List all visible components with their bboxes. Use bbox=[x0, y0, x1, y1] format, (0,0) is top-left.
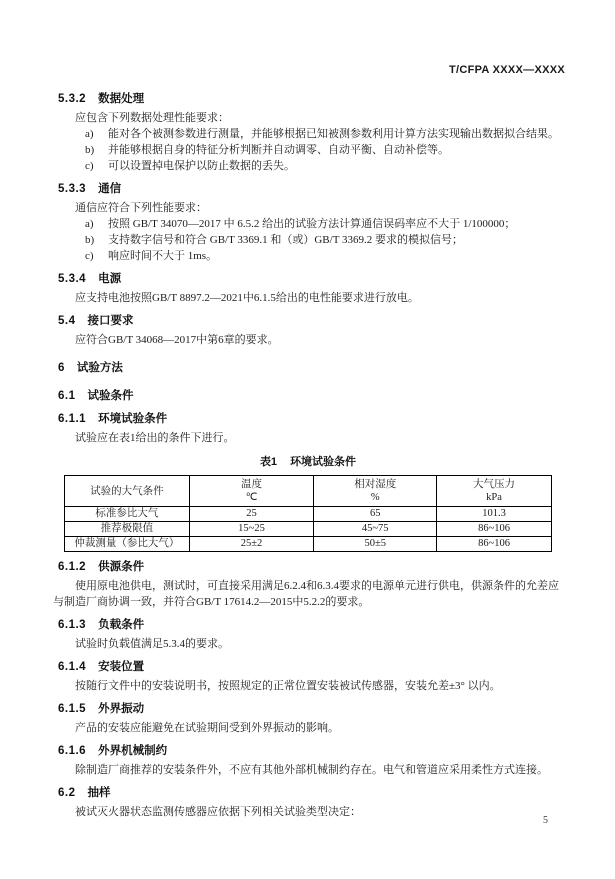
heading-title: 接口要求 bbox=[87, 315, 134, 327]
heading-title: 供源条件 bbox=[98, 561, 145, 573]
col-header-unit: kPa bbox=[486, 492, 502, 503]
list-item-text: 并能够根据自身的特征分析判断并自动调零、自动平衡、自动补偿等。 bbox=[108, 144, 449, 156]
list-item-text: 能对各个被测参数进行测量，并能够根据已知被测参数利用计算方法实现输出数据拟合结果。 bbox=[108, 128, 559, 140]
heading-6-1-6 bbox=[58, 743, 563, 759]
col-header-name: 试验的大气条件 bbox=[90, 485, 164, 497]
list-5-3-2 bbox=[85, 126, 563, 174]
list-item-text: 按照 GB/T 34070—2017 中 6.5.2 给出的试验方法计算通信误码率应不大于 1/100000； bbox=[108, 218, 516, 230]
paragraph-6-1-2: 使用原电池供电，测试时，可直接采用满足6.2.4和6.3.4要求的电源单元进行供电，供源条件的允差应与制造厂商协调一致，并符合GB/T 17614.2—2015中5.2.2的要求。 bbox=[53, 580, 559, 608]
table-row bbox=[65, 507, 552, 522]
list-item bbox=[85, 142, 563, 158]
col-header-unit: ℃ bbox=[245, 492, 258, 503]
paragraph-6-1-4: 按随行文件中的安装说明书，按照规定的正常位置安装被试传感器，安装允差±3° 以内。 bbox=[75, 680, 501, 692]
heading-number: 6.1.2 bbox=[58, 561, 87, 573]
cell-condition: 推荐极限值 bbox=[65, 522, 190, 537]
heading-6-1-2 bbox=[58, 559, 563, 575]
list-item bbox=[85, 126, 563, 142]
heading-5-3-2 bbox=[58, 91, 563, 107]
heading-title: 负载条件 bbox=[98, 619, 145, 631]
heading-number: 6.1.1 bbox=[58, 413, 87, 425]
col-header-name: 相对湿度 bbox=[354, 479, 397, 490]
heading-6-1-4 bbox=[58, 659, 563, 675]
table-row bbox=[65, 522, 552, 537]
table-title: 环境试验条件 bbox=[290, 456, 357, 468]
heading-6-2 bbox=[58, 785, 563, 801]
heading-number: 5.3.3 bbox=[58, 183, 87, 195]
list-item-label: a) bbox=[85, 128, 94, 140]
heading-5-3-4 bbox=[58, 271, 563, 287]
heading-title: 外界机械制约 bbox=[98, 745, 168, 757]
cell-pressure: 86~106 bbox=[437, 537, 552, 552]
heading-6-1-1 bbox=[58, 411, 563, 427]
col-header-pressure bbox=[437, 476, 552, 507]
list-item-label: a) bbox=[85, 218, 94, 230]
cell-pressure: 101.3 bbox=[437, 507, 552, 522]
col-header-humidity bbox=[314, 476, 437, 507]
table-env-test-conditions bbox=[64, 475, 552, 552]
list-item-label: b) bbox=[85, 144, 95, 156]
heading-6-1 bbox=[58, 388, 563, 404]
heading-number: 5.3.2 bbox=[58, 93, 87, 105]
list-item bbox=[85, 232, 563, 248]
doc-code: T/CFPA XXXX—XXXX bbox=[448, 64, 565, 76]
col-header-name: 大气压力 bbox=[473, 479, 516, 490]
cell-pressure: 86~106 bbox=[437, 522, 552, 537]
list-item bbox=[85, 158, 563, 174]
table-row bbox=[65, 537, 552, 552]
list-item-label: c) bbox=[85, 160, 94, 172]
heading-6-1-5 bbox=[58, 701, 563, 717]
col-header-name: 温度 bbox=[241, 479, 262, 490]
heading-title: 试验条件 bbox=[87, 390, 134, 402]
paragraph-5-3-3-intro: 通信应符合下列性能要求： bbox=[75, 202, 207, 214]
cell-humidity: 65 bbox=[314, 507, 437, 522]
col-header-temperature bbox=[189, 476, 314, 507]
heading-number: 6.2 bbox=[58, 787, 76, 799]
list-item-text: 响应时间不大于 1ms。 bbox=[108, 250, 218, 262]
heading-title: 环境试验条件 bbox=[98, 413, 168, 425]
heading-number: 5.4 bbox=[58, 315, 76, 327]
list-item-text: 可以设置掉电保护以防止数据的丢失。 bbox=[108, 160, 295, 172]
list-item bbox=[85, 216, 563, 232]
heading-5-4 bbox=[58, 313, 563, 329]
table-caption bbox=[53, 455, 563, 470]
list-item-label: b) bbox=[85, 234, 95, 246]
page-number: 5 bbox=[543, 815, 548, 826]
paragraph-6-1-1: 试验应在表1给出的条件下进行。 bbox=[75, 432, 235, 444]
heading-number: 6.1.6 bbox=[58, 745, 87, 757]
cell-condition: 标准参比大气 bbox=[65, 507, 190, 522]
heading-title: 安装位置 bbox=[98, 661, 145, 673]
heading-number: 6.1.3 bbox=[58, 619, 87, 631]
table-header-row bbox=[65, 476, 552, 507]
cell-temperature: 25±2 bbox=[189, 537, 314, 552]
paragraph-5-4: 应符合GB/T 34068—2017中第6章的要求。 bbox=[75, 334, 279, 346]
paragraph-5-3-2-intro: 应包含下列数据处理性能要求： bbox=[75, 112, 229, 124]
paragraph-6-2: 被试灭火器状态监测传感器应依据下列相关试验类型决定： bbox=[75, 806, 361, 818]
list-5-3-3 bbox=[85, 216, 563, 264]
paragraph-6-1-3: 试验时负载值满足5.3.4的要求。 bbox=[75, 638, 229, 650]
heading-title: 通信 bbox=[98, 183, 122, 195]
cell-temperature: 15~25 bbox=[189, 522, 314, 537]
list-item-text: 支持数字信号和符合 GB/T 3369.1 和（或）GB/T 3369.2 要求的模拟信号； bbox=[108, 234, 463, 246]
paragraph-6-1-5: 产品的安装应能避免在试验期间受到外界振动的影响。 bbox=[75, 722, 339, 734]
cell-condition: 仲裁测量（参比大气） bbox=[65, 537, 190, 552]
document-body bbox=[53, 84, 563, 820]
cell-temperature: 25 bbox=[189, 507, 314, 522]
heading-6-1-3 bbox=[58, 617, 563, 633]
heading-title: 外界振动 bbox=[98, 703, 145, 715]
cell-humidity: 50±5 bbox=[314, 537, 437, 552]
heading-title: 试验方法 bbox=[76, 362, 123, 374]
heading-number: 6.1 bbox=[58, 390, 76, 402]
col-header-unit: % bbox=[370, 492, 380, 503]
table-label: 表1 bbox=[259, 456, 278, 468]
heading-title: 电源 bbox=[98, 273, 122, 285]
heading-number: 6 bbox=[58, 362, 65, 374]
heading-5-3-3 bbox=[58, 181, 563, 197]
paragraph-6-1-6: 除制造厂商推荐的安装条件外，不应有其他外部机械制约存在。电气和管道应采用柔性方式连接。 bbox=[75, 764, 548, 776]
list-item bbox=[85, 248, 563, 264]
heading-title: 数据处理 bbox=[98, 93, 145, 105]
heading-6 bbox=[58, 360, 563, 376]
list-item-label: c) bbox=[85, 250, 94, 262]
heading-title: 抽样 bbox=[87, 787, 111, 799]
heading-number: 6.1.5 bbox=[58, 703, 87, 715]
document-header bbox=[449, 64, 565, 76]
col-header-condition bbox=[65, 476, 190, 507]
cell-humidity: 45~75 bbox=[314, 522, 437, 537]
heading-number: 5.3.4 bbox=[58, 273, 87, 285]
heading-number: 6.1.4 bbox=[58, 661, 87, 673]
paragraph-5-3-4: 应支持电池按照GB/T 8897.2—2021中6.1.5给出的电性能要求进行放电。 bbox=[75, 292, 419, 304]
